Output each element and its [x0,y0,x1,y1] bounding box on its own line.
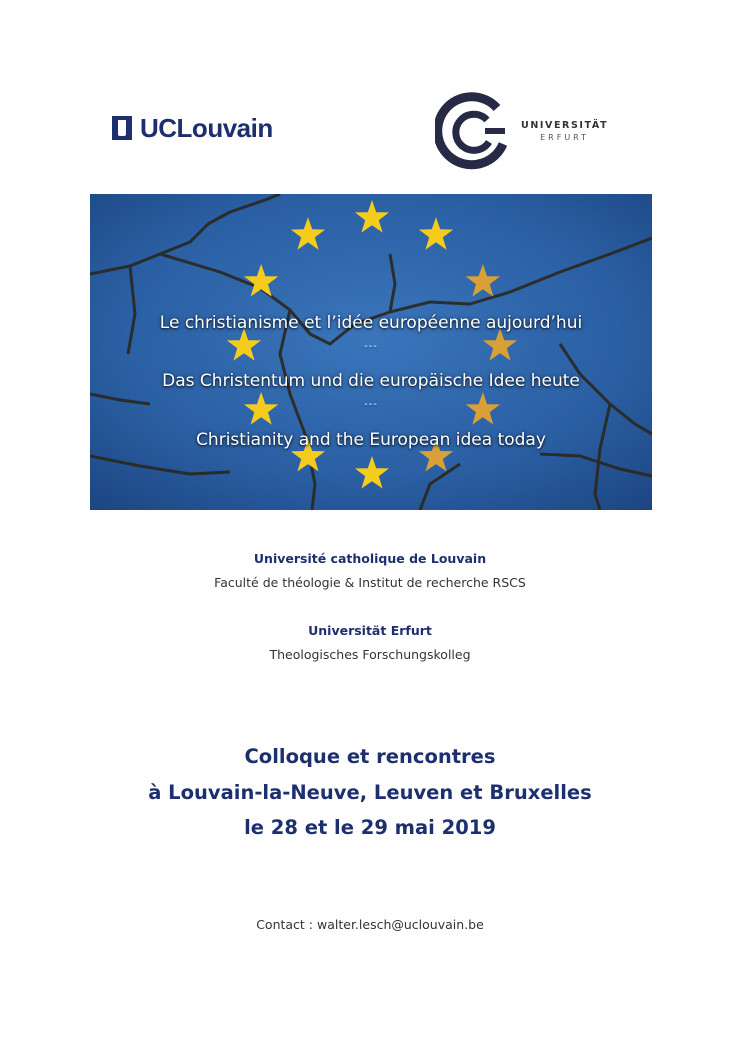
erfurt-logo-line1: UNIVERSITÄT [521,120,609,131]
uclouvain-mark-icon [112,116,132,140]
contact-line: Contact : walter.lesch@uclouvain.be [256,917,484,932]
banner-title-french: Le christianisme et l’idée européenne aujourd’hui [159,313,583,333]
institution-ucl-department: Faculté de théologie & Institut de recherche RSCS [214,575,526,590]
banner-title-english: Christianity and the European idea today [196,430,546,450]
institution-erfurt-name: Universität Erfurt [308,623,432,638]
uclouvain-logo [112,112,273,144]
banner-separator-2: --- [364,399,378,410]
eu-flag-banner [90,194,652,510]
uclouvain-logo-text: UCLouvain [140,112,273,143]
erfurt-logo [435,92,608,170]
erfurt-logo-line2: ERFURT [540,133,590,142]
institution-erfurt-department: Theologisches Forschungskolleg [269,647,471,662]
event-line-2: à Louvain-la-Neuve, Leuven et Bruxelles [148,781,592,804]
banner-separator-1: --- [364,341,378,352]
eu-flag-background [90,194,652,510]
event-line-3: le 28 et le 29 mai 2019 [244,816,496,839]
event-line-1: Colloque et rencontres [244,745,496,768]
erfurt-circle-icon [435,92,513,170]
institution-ucl-name: Université catholique de Louvain [253,551,487,566]
banner-title-german: Das Christentum und die europäische Idee heute [162,371,580,391]
